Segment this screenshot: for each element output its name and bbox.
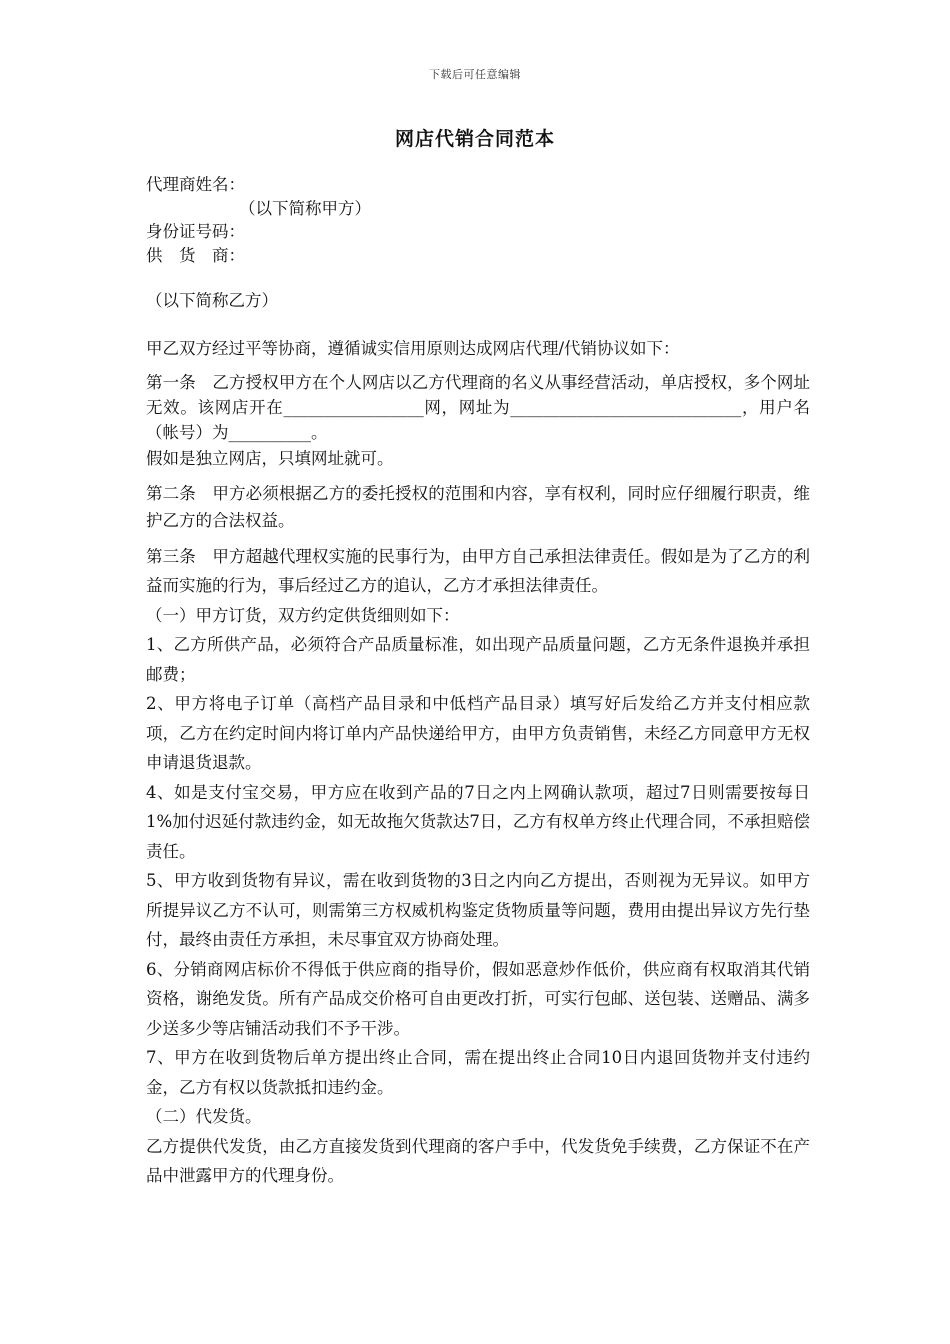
list-item-7: 7、甲方在收到货物后单方提出终止合同，需在提出终止合同10日内退回货物并支付违约金，乙方有权以货款抵扣违约金。 xyxy=(146,1048,810,1097)
document-body xyxy=(146,173,810,1191)
section-1-title: （一）甲方订货，双方约定供货细则如下： xyxy=(146,605,460,625)
list-item-5: 5、甲方收到货物有异议，需在收到货物的3日之内向乙方提出，否则视为无异议。如甲方所提异议乙方不认可，则需第三方权威机构鉴定货物质量等问题，费用由提出异议方先行垫付，最终由责任方承担，未尽事宜双方协商处理。 xyxy=(146,871,810,949)
list-item-2: 2、甲方将电子订单（高档产品目录和中低档产品目录）填写好后发给乙方并支付相应款项，乙方在约定时间内将订单内产品快递给甲方，由甲方负责销售，未经乙方同意甲方无权申请退货退款。 xyxy=(146,694,810,772)
intro-paragraph: 甲乙双方经过平等协商，遵循诚实信用原则达成网店代理/代销协议如下： xyxy=(146,338,680,358)
article-1: 第一条 乙方授权甲方在个人网店以乙方代理商的名义从事经营活动，单店授权，多个网址无效。该网店开在_________________网，网址为____________________________，用户名（帐号）为__________。 xyxy=(146,372,810,442)
party-b-note: （以下简称乙方） xyxy=(146,291,278,310)
list-item-4: 4、如是支付宝交易，甲方应在收到产品的7日之内上网确认款项，超过7日则需要按每日1%加付迟延付款违约金，如无故拖欠货款达7日，乙方有权单方终止代理合同，不承担赔偿责任。 xyxy=(146,782,810,861)
article-3: 第三条 甲方超越代理权实施的民事行为，由甲方自己承担法律责任。假如是为了乙方的利益而实施的行为，事后经过乙方的追认，乙方才承担法律责任。 xyxy=(146,546,810,595)
article-2: 第二条 甲方必须根据乙方的委托授权的范围和内容，享有权利，同时应仔细履行职责，维护乙方的合法权益。 xyxy=(146,483,810,530)
supplier-label: 供 货 商： xyxy=(146,245,245,265)
list-item-1: 1、乙方所供产品，必须符合产品质量标准，如出现产品质量问题，乙方无条件退换并承担邮费； xyxy=(146,635,810,684)
id-number-label: 身份证号码： xyxy=(146,222,245,241)
agent-name-label: 代理商姓名： xyxy=(146,175,245,194)
section-2-title: （二）代发货。 xyxy=(146,1107,262,1126)
article-1-note: 假如是独立网店，只填网址就可。 xyxy=(146,448,394,468)
document-title: 网店代销合同范本 xyxy=(394,128,555,150)
party-a-note: （以下简称甲方） xyxy=(239,198,371,218)
list-item-6: 6、分销商网店标价不得低于供应商的指导价，假如恶意炒作低价，供应商有权取消其代销资格，谢绝发货。所有产品成交价格可自由更改打折，可实行包邮、送包装、送赠品、满多少送多少等店铺活动我们不予干涉。 xyxy=(146,959,810,1038)
page-header-note: 下载后可任意编辑 xyxy=(429,68,521,81)
section-2-body: 乙方提供代发货，由乙方直接发货到代理商的客户手中，代发货免手续费，乙方保证不在产品中泄露甲方的代理身份。 xyxy=(146,1136,810,1185)
